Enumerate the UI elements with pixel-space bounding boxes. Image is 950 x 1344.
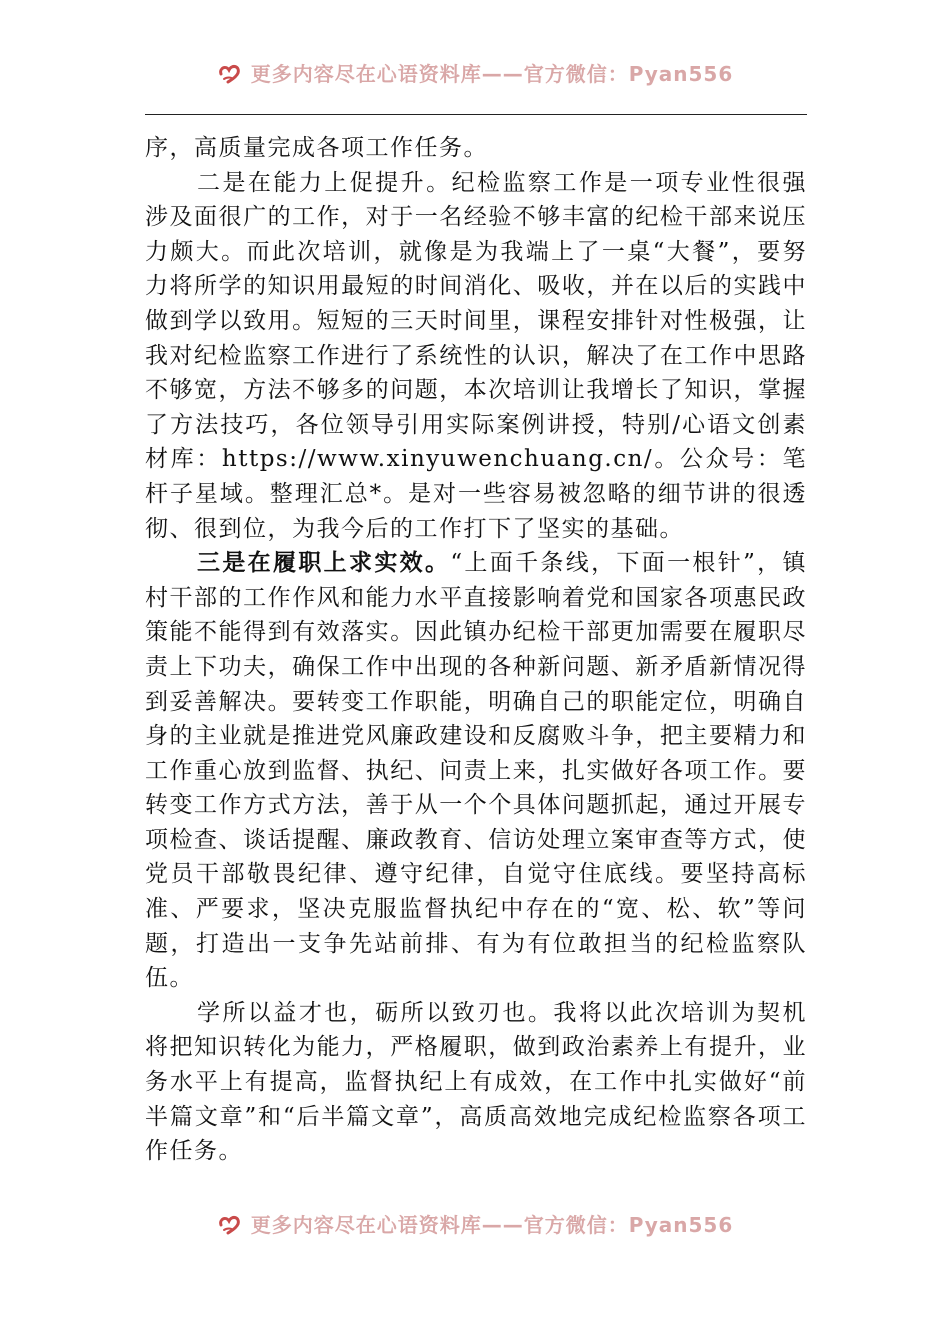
- heart-swirl-logo-icon: [217, 60, 243, 84]
- body-paragraph: [145, 166, 807, 547]
- body-paragraph: [145, 996, 807, 1169]
- footer-watermark: [0, 1203, 950, 1243]
- watermark-group: [217, 58, 734, 87]
- paragraph-text: 二是在能力上促提升。纪检监察工作是一项专业性很强涉及面很广的工作，对于一名经验不够丰富的纪检干部来说压力颇大。而此次培训，就像是为我端上了一桌“大餐”，要努力将所学的知识用最短的时间消化、吸收，并在以后的实践中做到学以致用。短短的三天时间里，课程安排针对性极强，让我对纪检监察工作进行了系统性的认识，解决了在工作中思路不够宽，方法不够多的问题，本次培训让我增长了知识，掌握了方法技巧，各位领导引用实际案例讲授，特别/心语文创素材库：https://www.xinyuwenchuang.cn/。公众号：笔杆子星域。整理汇总*。是对一些容易被忽略的细节讲的很透彻、很到位，为我今后的工作打下了坚实的基础。: [145, 169, 807, 542]
- paragraph-text: “上面千条线，下面一根针”，镇村干部的工作作风和能力水平直接影响着党和国家各项惠民政策能不能得到有效落实。因此镇办纪检干部更加需要在履职尽责上下功夫，确保工作中出现的各种新问题、新矛盾新情况得到妥善解决。要转变工作职能，明确自己的职能定位，明确自身的主业就是推进党风廉政建设和反腐败斗争，把主要精力和工作重心放到监督、执纪、问责上来，扎实做好各项工作。要转变工作方式方法，善于从一个个具体问题抓起，通过开展专项检查、谈话提醒、廉政教育、信访处理立案审查等方式，使党员干部敬畏纪律、遵守纪律，自觉守住底线。要坚持高标准、严要求，坚决克服监督执纪中存在的“宽、松、软”等问题，打造出一支争先站前排、有为有位敢担当的纪检监察队伍。: [145, 550, 807, 992]
- document-body: [145, 131, 807, 1169]
- watermark-group: [217, 1209, 734, 1238]
- paragraph-text: 序，高质量完成各项工作任务。: [145, 135, 488, 161]
- watermark-text: 更多内容尽在心语资料库——官方微信：Pyan556: [250, 61, 734, 86]
- body-paragraph: [145, 546, 807, 996]
- body-paragraph: [145, 131, 807, 166]
- header-divider: [145, 114, 807, 115]
- watermark-text: 更多内容尽在心语资料库——官方微信：Pyan556: [250, 1212, 734, 1237]
- header-watermark: [0, 52, 950, 92]
- paragraph-lead-heading: 三是在履职上求实效。: [197, 549, 451, 577]
- heart-swirl-logo-icon: [217, 1211, 243, 1235]
- paragraph-text: 学所以益才也，砺所以致刃也。我将以此次培训为契机将把知识转化为能力，严格履职，做到政治素养上有提升，业务水平上有提高，监督执纪上有成效，在工作中扎实做好“前半篇文章”和“后半篇文章”，高质高效地完成纪检监察各项工作任务。: [145, 999, 807, 1165]
